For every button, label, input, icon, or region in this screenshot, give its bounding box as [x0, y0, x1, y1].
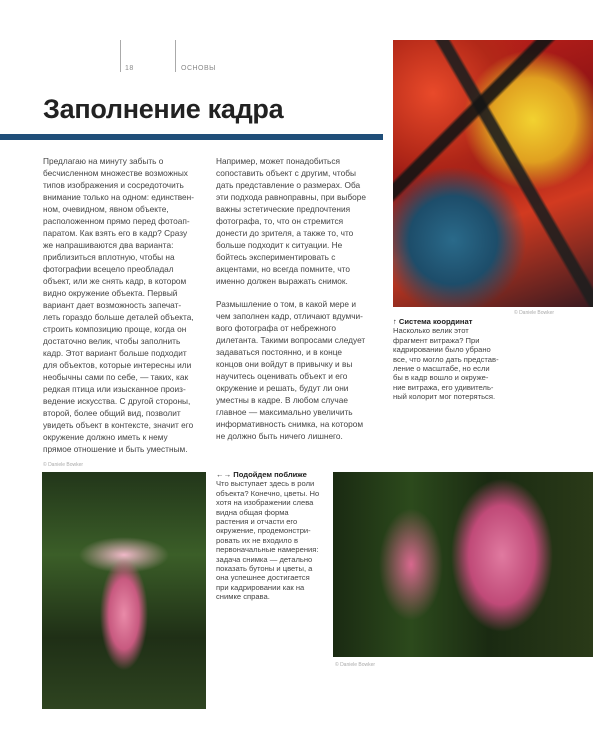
photo-credit: © Daniele Bowker: [335, 662, 376, 668]
title-rule: [0, 134, 383, 140]
caption-flowers: [216, 470, 331, 602]
page-number: 18: [125, 65, 134, 72]
header-divider: [175, 40, 176, 72]
photo-credit: © Daniele Bowker: [43, 462, 84, 468]
caption-glass: [393, 317, 523, 402]
caption-title: ↑ Система координат: [393, 317, 473, 326]
caption-text: Что выступает здесь в роли объекта? Конечно, цветы. Но хотя на изображении слева видна общая форма растения и отчасти его окружение, продемонстри- ровать их не входило в первоначальные намерения: задача снимка — детально показать бутоны и цветы, а она успешнее достигается при кадрировании как на снимке справа.: [216, 479, 320, 602]
flower-wide-photo: [42, 472, 206, 709]
header-divider: [120, 40, 121, 72]
body-column-1: Предлагаю на минуту забыть о бесчисленном множестве возможных типов изображения и сосредоточить внимание только на одном: единствен- ном, очевидном, явном объекте, расположенном прямо перед фотоап- паратом. Как взять его в кадр? Сразу же напрашиваются два варианта: приблизиться вплотную, чтобы на фотографии всецело преобладал объект, или же снять кадр, в котором видно окружение объекта. Первый вариант дает возможность запечат- леть гораздо больше деталей объекта, строить композицию проще, когда он достаточно велик, чтобы заполнить кадр. Этот вариант больше подходит для объектов, которые интересны или необычны сами по себе, — таких, как редкая птица или изысканное произ- ведение искусства. С другой стороны, второй, более общий вид, позволит увидеть объект в контексте, значит его окружение должно иметь к нему прямое отношение и быть уместным.: [43, 156, 195, 454]
flower-closeup-photo: [333, 472, 593, 657]
photo-credit: © Daniele Bowker: [514, 310, 555, 316]
body-column-2b: Размышление о том, в какой мере и чем заполнен кадр, отличают вдумчи- вого фотографа от небрежного дилетанта. Такими вопросами следует задаваться постоянно, и в конце концов они войдут в привычку и вы научитесь оценивать объект и его окружение и решать, будут ли они уместны в кадре. В любом случае главное — максимально увеличить информативность снимка, на котором не должно быть ничего лишнего.: [216, 299, 366, 441]
page-title: Заполнение кадра: [43, 94, 284, 124]
caption-text: Насколько велик этот фрагмент витража? При кадрировании было убрано все, что могло дать представ- ление о масштабе, но если бы в кадр вошло и окруже- ние витража, его удивитель- ный колорит мог потеряться.: [393, 326, 499, 402]
caption-title: ←→ Подойдем поближе: [216, 470, 307, 479]
section-name: ОСНОВЫ: [181, 65, 216, 72]
body-column-2a: Например, может понадобиться сопоставить объект с другим, чтобы дать представление о размерах. Оба эти подхода равноправны, при выборе важны эстетические предпочтения фотографа, то, что он стремится донести до зрителя, а также то, что больше подходит к ситуации. Не бойтесь экспериментировать с акцентами, но всегда помните, что именно должен выражать снимок.: [216, 156, 366, 286]
stained-glass-photo: [393, 40, 593, 307]
